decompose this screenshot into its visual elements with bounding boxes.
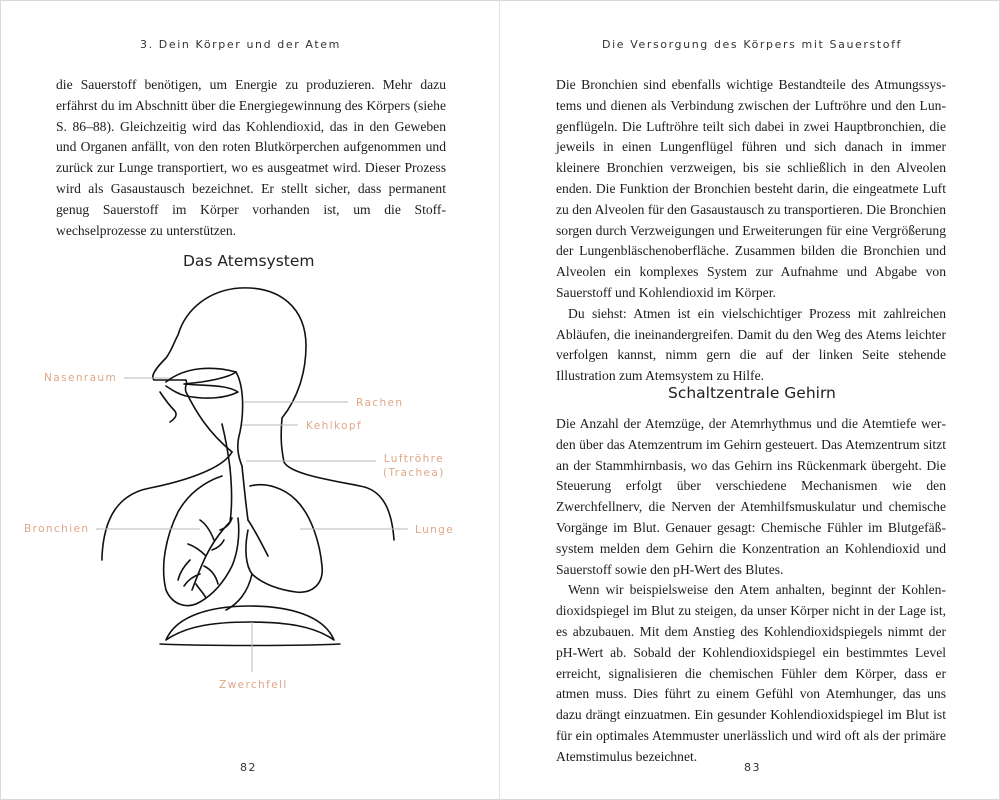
face-detail (160, 392, 176, 422)
right-body-text-top (556, 75, 946, 387)
right-paragraph-1: Die Bronchien sind ebenfalls wichtige Bestandteile des Atmungssystems und dienen als Verbindung zwischen der Luftröhre und den Lungenflügeln. Die Luftröhre teilt sich dabei in zwei Hauptbronchien, die jeweils in einen Lungenflügel führen und sich danach in immer kleinere Bronchien verzweigen, bis sie schließlich in den Alveolen enden. Die Funktion der Bronchien besteht darin, die eingeatmete Luft zu den Alveolen für den Gasaustausch zu transportieren. Die Bronchien sorgen durch Verzweigungen und Erweiterungen für eine Vergrößerung der Lungenbläschenoberfläche. Zusammen bilden die Bronchien und Alveolen ein komplexes System zur Aufnahme und Abgabe von Sauerstoff und Kohlendioxid im Körper. (556, 77, 946, 300)
diagram-title: Das Atemsystem (183, 252, 315, 270)
bronchi-tree (178, 518, 232, 598)
diaphragm-base (160, 644, 340, 646)
label-nasenraum: Nasenraum (44, 372, 118, 384)
label-bronchien: Bronchien (24, 523, 90, 535)
section-heading-gehirn: Schaltzentrale Gehirn (668, 384, 836, 402)
right-paragraph-4: Wenn wir beispielsweise den Atem anhalten, beginnt der Kohlendioxidspiegel im Blut zu steigen, da unser Körper nicht in der Lage ist, es abzubauen. Mit dem Anstieg des Kohlendioxidspiegels nimmt der pH-Wert ab. Sobald der Kohlendioxidspiegel ein bestimmtes Level erreicht, signalisieren die chemischen Fühler dem Körper, dass er atmen muss. Dies führt zu einem Gefühl von Atemhunger, das uns dazu drängt einzuatmen. Ein gesunder Kohlendioxidspiegel im Blut ist für ein optimales Atemmuster unerlässlich und wird oft als der primäre Atemstimulus bezeichnet. (556, 582, 946, 764)
diaphragm-shape (166, 606, 334, 640)
lung-heart-notch (226, 574, 252, 610)
label-luftroehre-line-1: Luftröhre (383, 453, 444, 465)
pharynx-shape (222, 372, 243, 468)
label-zwerchfell: Zwerchfell (219, 679, 288, 691)
right-paragraph-3: Die Anzahl der Atemzüge, der Atemrhythmus und die Atemtiefe werden über das Atemzentrum im Gehirn gesteuert. Das Atemzentrum sitzt an der Stammhirnbasis, wo das Gehirn ins Rückenmark übergeht. Die Steuerung erfolgt über verschiedene Mechanismen wie den Zwerchfellnerv, die Nerven der Atemhilfsmuskulatur und chemische Vorgänge im Blut. Genauer gesagt: Chemische Fühler im Blutgefäßsystem melden dem Gehirn die Konzentration an Kohlendioxid und Sauerstoff sowie den pH-Wert des Blutes. (556, 416, 946, 577)
right-body-text-bottom (556, 414, 946, 768)
running-head-left: 3. Dein Körper und der Atem (140, 38, 341, 51)
body-outline (102, 452, 394, 560)
label-rachen: Rachen (356, 397, 404, 409)
left-paragraph-1: die Sauerstoff benötigen, um Energie zu produzieren. Mehr dazu erfährst du im Abschnitt über die Energiegewinnung des Körpers (siehe S. 86–88). Gleichzeitig wird das Kohlendioxid, das in den Geweben und Organen anfällt, von den roten Blutkörperchen aufgenommen und zurück zur Lunge transportiert, wo es ausgeatmet wird. Dieser Prozess wird als Gasaustausch bezeichnet. Er stellt sicher, dass permanent genug Sauerstoff im Körper vorhanden ist, um die Stoffwechselprozesse zu unterstützen. (56, 77, 446, 238)
trachea-shape (230, 466, 248, 522)
label-kehlkopf: Kehlkopf (306, 420, 363, 432)
label-lunge: Lunge (415, 524, 455, 536)
page-number-left: 82 (240, 761, 257, 774)
right-lung-outline (246, 485, 322, 592)
running-head-right: Die Versorgung des Körpers mit Sauerstoff (602, 38, 903, 51)
nasal-cavity-shape (166, 368, 238, 398)
right-bronchus (248, 520, 268, 556)
page-number-right: 83 (744, 761, 761, 774)
right-paragraph-2: Du siehst: Atmen ist ein vielschichtiger Prozess mit zahlreichen Abläufen, die ineinandergreifen. Damit du den Weg des Atems leichter verfolgen kannst, nimm gern die auf der linken Seite stehende Illustration zum Atemsystem zu Hilfe. (556, 305, 946, 384)
label-luftroehre (383, 452, 445, 480)
label-luftroehre-line-2: (Trachea) (383, 467, 445, 479)
left-lung-outline (164, 476, 239, 606)
